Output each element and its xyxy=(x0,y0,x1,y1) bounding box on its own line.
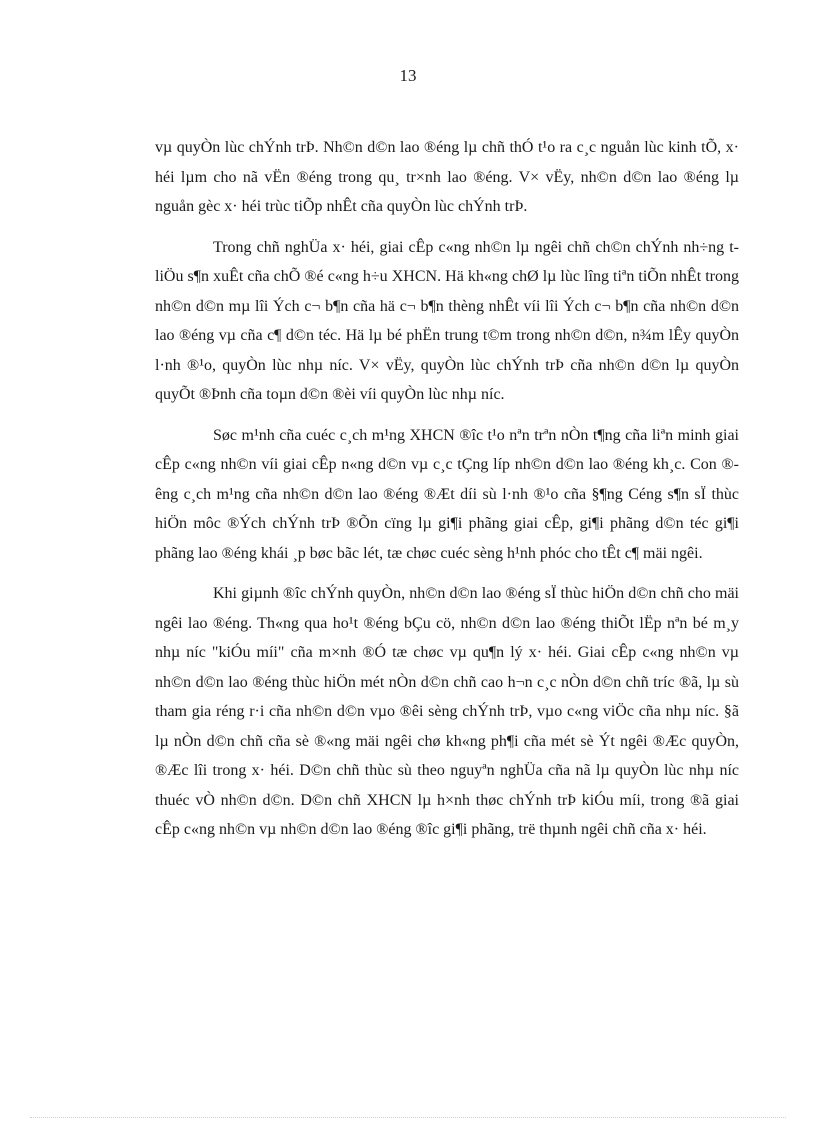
paragraph-1: vµ quyÒn lùc chÝnh trÞ. Nh©n d©n lao ®éng lµ chñ thÓ t¹o ra c¸c nguån lùc kinh tÕ, x· héi lµm cho nã vËn ®éng trong qu¸ tr×nh lao ®éng. V× vËy, nh©n d©n lao ®éng lµ nguån gèc x· héi trùc tiÕp nhÊt cña quyÒn lùc chÝnh trÞ. xyxy=(155,139,739,215)
paragraph-3: Søc m¹nh cña cuéc c¸ch m¹ng XHCN ®îc t¹o nªn trªn nÒn t¶ng cña liªn minh giai cÊp c«ng nh©n víi giai cÊp n«ng d©n vµ c¸c tÇng líp nh©n d©n lao ®éng kh¸c. Con ®êng c¸ch m¹ng cña nh©n d©n lao ®éng ®Æt díi sù l·nh ®¹o cña §¶ng Céng s¶n sÏ thùc hiÖn môc ®Ých chÝnh trÞ ®Õn cïng lµ gi¶i phãng giai cÊp, gi¶i phãng d©n téc gi¶i phãng lao ®éng khái ¸p bøc bãc lét, tæ chøc cuéc sèng h¹nh phóc cho tÊt c¶ mäi ngêi. xyxy=(155,426,739,562)
page-bottom-rule xyxy=(30,1117,786,1118)
body-text xyxy=(155,133,739,856)
page-number: 13 xyxy=(399,66,417,85)
paragraph-2: Trong chñ nghÜa x· héi, giai cÊp c«ng nh©n lµ ngêi chñ ch©n chÝnh nh÷ng t liÖu s¶n xuÊt cña chÕ ®é c«ng h÷u XHCN. Hä kh«ng chØ lµ lùc lîng tiªn tiÕn nhÊt trong nh©n d©n mµ lîi Ých c¬ b¶n cña hä c¬ b¶n thèng nhÊt víi lîi Ých c¬ b¶n cña nh©n d©n lao ®éng vµ cña c¶ d©n téc. Hä lµ bé phËn trung t©m trong nh©n d©n, n¾m lÊy quyÒn l·nh ®¹o, quyÒn lùc nhµ níc. V× vËy, quyÒn lùc chÝnh trÞ cña nh©n d©n lµ quyÒn quyÕt ®Þnh cña toµn d©n ®èi víi quyÒn lùc nhµ níc. xyxy=(155,238,739,403)
paragraph-4: Khi giµnh ®îc chÝnh quyÒn, nh©n d©n lao ®éng sÏ thùc hiÖn d©n chñ cho mäi ngêi lao ®éng. Th«ng qua ho¹t ®éng bÇu cö, nh©n d©n lao ®éng thiÕt lËp nªn bé m¸y nhµ níc "kiÓu míi" cña m×nh ®Ó tæ chøc vµ qu¶n lý x· héi. Giai cÊp c«ng nh©n vµ nh©n d©n lao ®éng thùc hiÖn mét nÒn d©n chñ cao h¬n c¸c nÒn d©n chñ tríc ®ã, lµ sù tham gia réng r·i cña nh©n d©n vµo ®êi sèng chÝnh trÞ, vµo c«ng viÖc cña nhµ níc. §ã lµ nÒn d©n chñ cña sè ®«ng mäi ngêi chø kh«ng ph¶i cña mét sè Ýt ngêi ®Æc quyÒn, ®Æc lîi trong x· héi. D©n chñ thùc sù theo nguyªn nghÜa cña nã lµ quyÒn lùc nhµ níc thuéc vÒ nh©n d©n. D©n chñ XHCN lµ h×nh thøc chÝnh trÞ kiÓu míi, trong ®ã giai cÊp c«ng nh©n vµ nh©n d©n lao ®éng ®îc gi¶i phãng, trë thµnh ngêi chñ cña x· héi. xyxy=(155,585,739,838)
